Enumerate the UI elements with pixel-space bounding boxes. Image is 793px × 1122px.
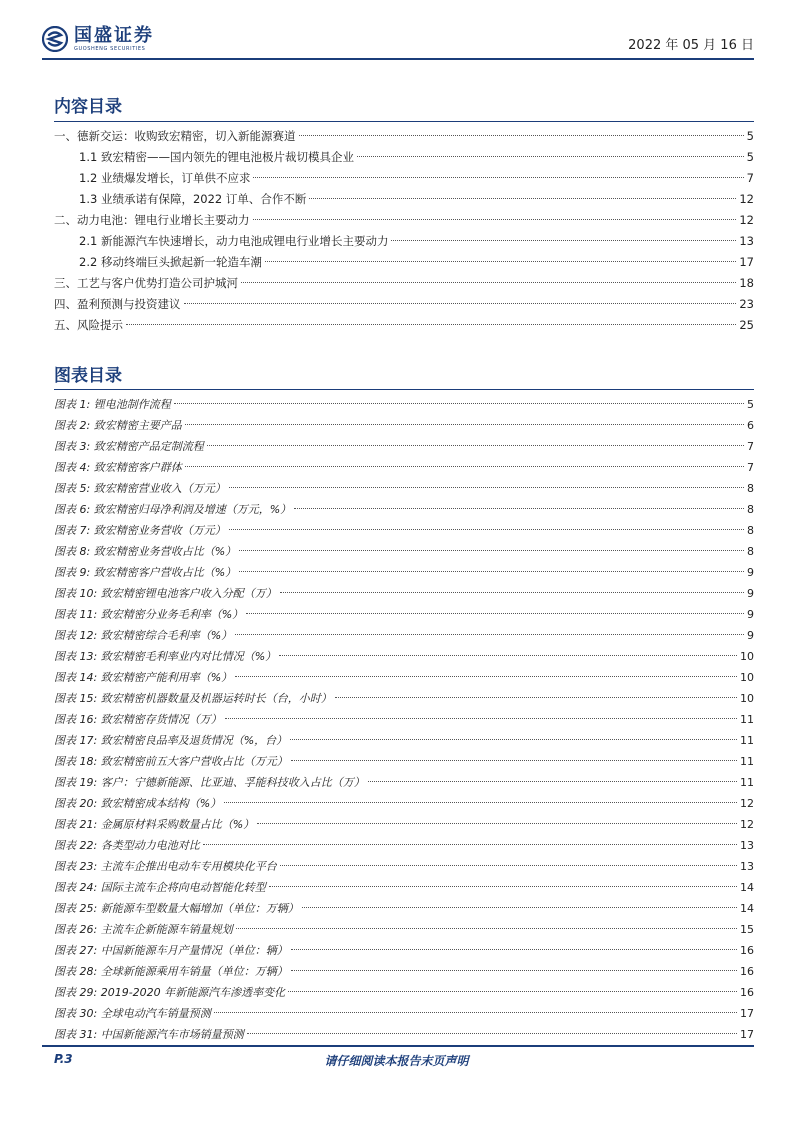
figure-entry[interactable] xyxy=(54,793,754,814)
figure-entry[interactable] xyxy=(54,688,754,709)
figure-entry-page: 11 xyxy=(740,734,754,747)
figure-entry-label: 图表 18: 致宏精密前五大客户营收占比（万元） xyxy=(54,755,288,768)
figure-entry-label: 图表 5: 致宏精密营业收入（万元） xyxy=(54,482,226,495)
figure-entry-page: 11 xyxy=(740,713,754,726)
dot-leader xyxy=(309,198,736,199)
figure-entry[interactable] xyxy=(54,982,754,1003)
figure-entry-page: 8 xyxy=(747,503,754,516)
dot-leader xyxy=(229,487,744,488)
dot-leader xyxy=(174,403,744,404)
figure-entry-page: 10 xyxy=(740,650,754,663)
dot-leader xyxy=(185,466,744,467)
dot-leader xyxy=(288,991,737,992)
figure-entry-label: 图表 28: 全球新能源乘用车销量（单位：万辆） xyxy=(54,965,288,978)
figure-entry[interactable] xyxy=(54,667,754,688)
figure-entry-page: 8 xyxy=(747,482,754,495)
dot-leader xyxy=(269,886,737,887)
figure-entry-page: 8 xyxy=(747,545,754,558)
figure-entry-page: 5 xyxy=(747,398,754,411)
dot-leader xyxy=(225,718,737,719)
contents-title-rule xyxy=(54,121,754,122)
dot-leader xyxy=(291,949,737,950)
toc-entry[interactable] xyxy=(54,294,754,315)
figure-entry-page: 8 xyxy=(747,524,754,537)
figure-entry-page: 10 xyxy=(740,671,754,684)
figure-entry-label: 图表 24: 国际主流车企将向电动智能化转型 xyxy=(54,881,266,894)
figure-entry-label: 图表 3: 致宏精密产品定制流程 xyxy=(54,440,204,453)
figures-list xyxy=(54,394,754,1045)
dot-leader xyxy=(224,802,737,803)
toc-entry-page: 23 xyxy=(739,297,754,311)
toc-entry-label: 一、德新交运：收购致宏精密，切入新能源赛道 xyxy=(54,129,296,143)
figure-entry[interactable] xyxy=(54,772,754,793)
toc-entry-page: 12 xyxy=(739,192,754,206)
figure-entry[interactable] xyxy=(54,1024,754,1045)
dot-leader xyxy=(184,303,737,304)
dot-leader xyxy=(235,634,744,635)
footer-rule xyxy=(42,1045,754,1047)
brand-logo xyxy=(42,22,154,56)
figure-entry-label: 图表 2: 致宏精密主要产品 xyxy=(54,419,182,432)
figure-entry[interactable] xyxy=(54,814,754,835)
dot-leader xyxy=(241,282,736,283)
figure-entry-label: 图表 1: 锂电池制作流程 xyxy=(54,398,171,411)
brand-name-cn: 国盛证券 xyxy=(74,24,154,46)
figure-entry[interactable] xyxy=(54,562,754,583)
toc-entry-label: 2.1 新能源汽车快速增长，动力电池成锂电行业增长主要动力 xyxy=(79,234,389,248)
figure-entry-label: 图表 10: 致宏精密锂电池客户收入分配（万） xyxy=(54,587,277,600)
toc-entry-page: 5 xyxy=(746,150,754,164)
figure-entry-page: 16 xyxy=(740,965,754,978)
figure-entry-label: 图表 21: 金属原材料采购数量占比（%） xyxy=(54,818,255,831)
figure-entry[interactable] xyxy=(54,394,754,415)
figure-entry-label: 图表 9: 致宏精密客户营收占比（%） xyxy=(54,566,237,579)
toc-entry-page: 13 xyxy=(739,234,754,248)
figure-entry-label: 图表 11: 致宏精密分业务毛利率（%） xyxy=(54,608,244,621)
figure-entry-label: 图表 17: 致宏精密良品率及退货情况（%，台） xyxy=(54,734,288,747)
figure-entry[interactable] xyxy=(54,919,754,940)
toc-entry-page: 17 xyxy=(739,255,754,269)
dot-leader xyxy=(207,445,744,446)
toc-entry-label: 三、工艺与客户优势打造公司护城河 xyxy=(54,276,238,290)
figure-entry-label: 图表 19: 客户：宁德新能源、比亚迪、孚能科技收入占比（万） xyxy=(54,776,365,789)
figure-entry-page: 16 xyxy=(740,986,754,999)
figure-entry-page: 7 xyxy=(747,461,754,474)
guosheng-logo-icon xyxy=(42,26,68,52)
figure-entry-page: 12 xyxy=(740,797,754,810)
dot-leader xyxy=(291,760,737,761)
dot-leader xyxy=(294,508,744,509)
toc-entry-label: 1.1 致宏精密——国内领先的锂电池极片裁切模具企业 xyxy=(79,150,354,164)
toc-entry[interactable] xyxy=(54,189,754,210)
dot-leader xyxy=(280,865,737,866)
brand-name-en: GUOSHENG SECURITIES xyxy=(74,45,146,52)
figure-entry[interactable] xyxy=(54,940,754,961)
figure-entry-page: 13 xyxy=(740,860,754,873)
figure-entry-label: 图表 29: 2019-2020 年新能源汽车渗透率变化 xyxy=(54,986,286,999)
figure-entry-page: 16 xyxy=(740,944,754,957)
figure-entry-page: 7 xyxy=(747,440,754,453)
dot-leader xyxy=(368,781,737,782)
dot-leader xyxy=(229,529,744,530)
figure-entry-label: 图表 31: 中国新能源汽车市场销量预测 xyxy=(54,1028,244,1041)
figure-entry[interactable] xyxy=(54,604,754,625)
figure-entry-label: 图表 4: 致宏精密客户群体 xyxy=(54,461,182,474)
dot-leader xyxy=(291,970,737,971)
toc-entry-label: 五、风险提示 xyxy=(54,318,123,332)
dot-leader xyxy=(253,219,737,220)
dot-leader xyxy=(391,240,736,241)
toc-entry[interactable] xyxy=(54,273,754,294)
dot-leader xyxy=(280,592,744,593)
toc-entry-label: 二、动力电池：锂电行业增长主要动力 xyxy=(54,213,250,227)
figure-entry-label: 图表 16: 致宏精密存货情况（万） xyxy=(54,713,222,726)
toc-entry-page: 7 xyxy=(746,171,754,185)
dot-leader xyxy=(246,613,744,614)
dot-leader xyxy=(235,676,737,677)
figure-entry[interactable] xyxy=(54,457,754,478)
dot-leader xyxy=(203,844,737,845)
figure-entry-page: 11 xyxy=(740,776,754,789)
figure-entry[interactable] xyxy=(54,520,754,541)
toc-entry-label: 四、盈利预测与投资建议 xyxy=(54,297,181,311)
dot-leader xyxy=(239,571,744,572)
figure-entry[interactable] xyxy=(54,625,754,646)
dot-leader xyxy=(299,135,744,136)
figure-entry-page: 9 xyxy=(747,587,754,600)
figure-entry-label: 图表 26: 主流车企新能源车销量规划 xyxy=(54,923,233,936)
figure-entry[interactable] xyxy=(54,646,754,667)
dot-leader xyxy=(290,739,737,740)
figure-entry-label: 图表 22: 各类型动力电池对比 xyxy=(54,839,200,852)
figure-entry-label: 图表 13: 致宏精密毛利率业内对比情况（%） xyxy=(54,650,277,663)
dot-leader xyxy=(253,177,743,178)
figure-entry[interactable] xyxy=(54,835,754,856)
toc-entry[interactable] xyxy=(54,315,754,336)
toc-entry-page: 25 xyxy=(739,318,754,332)
page-number: P.3 xyxy=(54,1052,73,1066)
dot-leader xyxy=(335,697,737,698)
figure-entry[interactable] xyxy=(54,436,754,457)
figure-entry-page: 13 xyxy=(740,839,754,852)
figures-title: 图表目录 xyxy=(54,366,122,386)
toc-entry-label: 1.2 业绩爆发增长，订单供不应求 xyxy=(79,171,251,185)
figure-entry-label: 图表 15: 致宏精密机器数量及机器运转时长（台，小时） xyxy=(54,692,332,705)
figure-entry-page: 9 xyxy=(747,566,754,579)
figure-entry-label: 图表 25: 新能源车型数量大幅增加（单位：万辆） xyxy=(54,902,299,915)
figure-entry-label: 图表 14: 致宏精密产能利用率（%） xyxy=(54,671,233,684)
toc-entry[interactable] xyxy=(54,231,754,252)
toc-entry-page: 12 xyxy=(739,213,754,227)
figure-entry-page: 12 xyxy=(740,818,754,831)
figure-entry[interactable] xyxy=(54,961,754,982)
figure-entry-page: 11 xyxy=(740,755,754,768)
toc-entry-label: 2.2 移动终端巨头掀起新一轮造车潮 xyxy=(79,255,262,269)
figure-entry-label: 图表 6: 致宏精密归母净利润及增速（万元，%） xyxy=(54,503,292,516)
dot-leader xyxy=(239,550,744,551)
dot-leader xyxy=(257,823,737,824)
toc-entry[interactable] xyxy=(54,210,754,231)
figure-entry-page: 17 xyxy=(740,1028,754,1041)
figure-entry[interactable] xyxy=(54,583,754,604)
figure-entry-page: 15 xyxy=(740,923,754,936)
dot-leader xyxy=(126,324,736,325)
figure-entry-page: 10 xyxy=(740,692,754,705)
toc-entry-page: 5 xyxy=(746,129,754,143)
figure-entry[interactable] xyxy=(54,478,754,499)
figures-title-rule xyxy=(54,389,754,390)
figure-entry[interactable] xyxy=(54,1003,754,1024)
figure-entry[interactable] xyxy=(54,751,754,772)
figure-entry-label: 图表 30: 全球电动汽车销量预测 xyxy=(54,1007,211,1020)
dot-leader xyxy=(247,1033,737,1034)
report-date: 2022 年 05 月 16 日 xyxy=(628,38,754,53)
figure-entry-page: 17 xyxy=(740,1007,754,1020)
figure-entry-label: 图表 7: 致宏精密业务营收（万元） xyxy=(54,524,226,537)
dot-leader xyxy=(357,156,744,157)
contents-title: 内容目录 xyxy=(54,97,122,117)
dot-leader xyxy=(214,1012,737,1013)
toc-entry-label: 1.3 业绩承诺有保障，2022 订单、合作不断 xyxy=(79,192,307,206)
toc-entry[interactable] xyxy=(54,147,754,168)
figure-entry-label: 图表 12: 致宏精密综合毛利率（%） xyxy=(54,629,233,642)
figure-entry-page: 6 xyxy=(747,419,754,432)
figure-entry[interactable] xyxy=(54,415,754,436)
toc-entry[interactable] xyxy=(54,126,754,147)
figure-entry-page: 14 xyxy=(740,902,754,915)
figure-entry[interactable] xyxy=(54,499,754,520)
figure-entry-label: 图表 8: 致宏精密业务营收占比（%） xyxy=(54,545,237,558)
figure-entry[interactable] xyxy=(54,541,754,562)
figure-entry[interactable] xyxy=(54,856,754,877)
dot-leader xyxy=(236,928,737,929)
figure-entry[interactable] xyxy=(54,877,754,898)
toc-entry[interactable] xyxy=(54,252,754,273)
dot-leader xyxy=(265,261,736,262)
contents-list xyxy=(54,126,754,336)
figure-entry-page: 9 xyxy=(747,608,754,621)
figure-entry-page: 14 xyxy=(740,881,754,894)
dot-leader xyxy=(302,907,737,908)
figure-entry-label: 图表 27: 中国新能源车月产量情况（单位：辆） xyxy=(54,944,288,957)
toc-entry[interactable] xyxy=(54,168,754,189)
figure-entry-label: 图表 23: 主流车企推出电动车专用模块化平台 xyxy=(54,860,277,873)
figure-entry[interactable] xyxy=(54,730,754,751)
figure-entry[interactable] xyxy=(54,898,754,919)
figure-entry[interactable] xyxy=(54,709,754,730)
dot-leader xyxy=(185,424,744,425)
page-header xyxy=(42,22,754,60)
disclaimer-note: 请仔细阅读本报告末页声明 xyxy=(324,1054,469,1068)
dot-leader xyxy=(279,655,737,656)
figure-entry-page: 9 xyxy=(747,629,754,642)
figure-entry-label: 图表 20: 致宏精密成本结构（%） xyxy=(54,797,222,810)
toc-entry-page: 18 xyxy=(739,276,754,290)
